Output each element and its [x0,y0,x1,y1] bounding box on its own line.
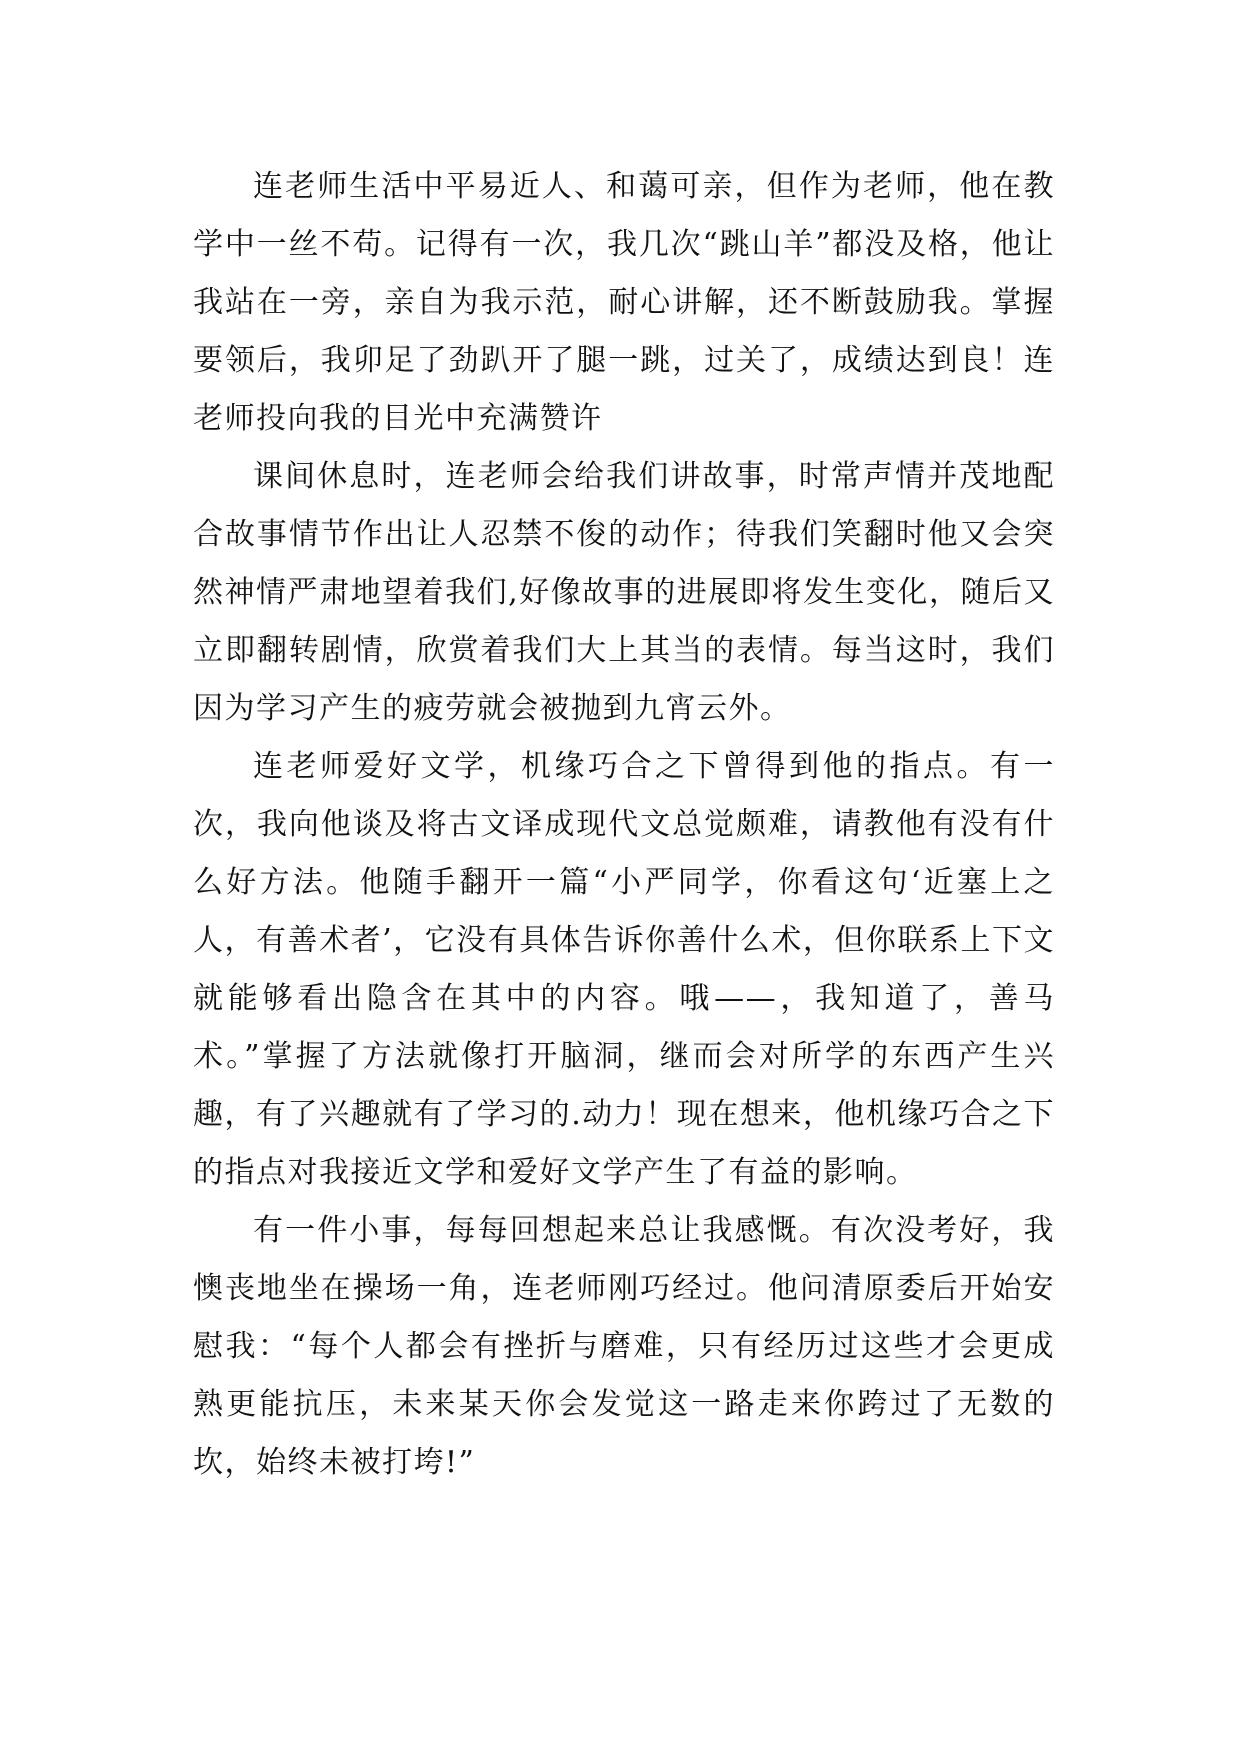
paragraph-2: 课间休息时，连老师会给我们讲故事，时常声情并茂地配合故事情节作出让人忍禁不俊的动作；待我们笑翻时他又会突然神情严肃地望着我们,好像故事的进展即将发生变化，随后又立即翻转剧情，欣赏着我们大上其当的表情。每当这时，我们因为学习产生的疲劳就会被抛到九宵云外。 [193,459,1055,726]
paragraph-3: 连老师爱好文学，机缘巧合之下曾得到他的指点。有一次，我向他谈及将古文译成现代文总觉颇难，请教他有没有什么好方法。他随手翻开一篇“小严同学，你看这句‘近塞上之人，有善术者’，它没有具体告诉你善什么术，但你联系上下文就能够看出隐含在其中的内容。哦——，我知道了，善马术。”掌握了方法就像打开脑洞，继而会对所学的东西产生兴趣，有了兴趣就有了学习的.动力！现在想来，他机缘巧合之下的指点对我接近文学和爱好文学产生了有益的影响。 [193,749,1055,1190]
paragraph-4: 有一件小事，每每回想起来总让我感慨。有次没考好，我懊丧地坐在操场一角，连老师刚巧经过。他问清原委后开始安慰我：“每个人都会有挫折与磨难，只有经历过这些才会更成熟更能抗压，未来某天你会发觉这一路走来你跨过了无数的坎，始终未被打垮!” [193,1213,1055,1480]
paragraph-1: 连老师生活中平易近人、和蔼可亲，但作为老师，他在教学中一丝不苟。记得有一次，我几次“跳山羊”都没及格，他让我站在一旁，亲自为我示范，耐心讲解，还不断鼓励我。掌握要领后，我卯足了劲趴开了腿一跳，过关了，成绩达到良！连老师投向我的目光中充满赞许 [193,169,1055,436]
document-body [193,158,1055,1492]
